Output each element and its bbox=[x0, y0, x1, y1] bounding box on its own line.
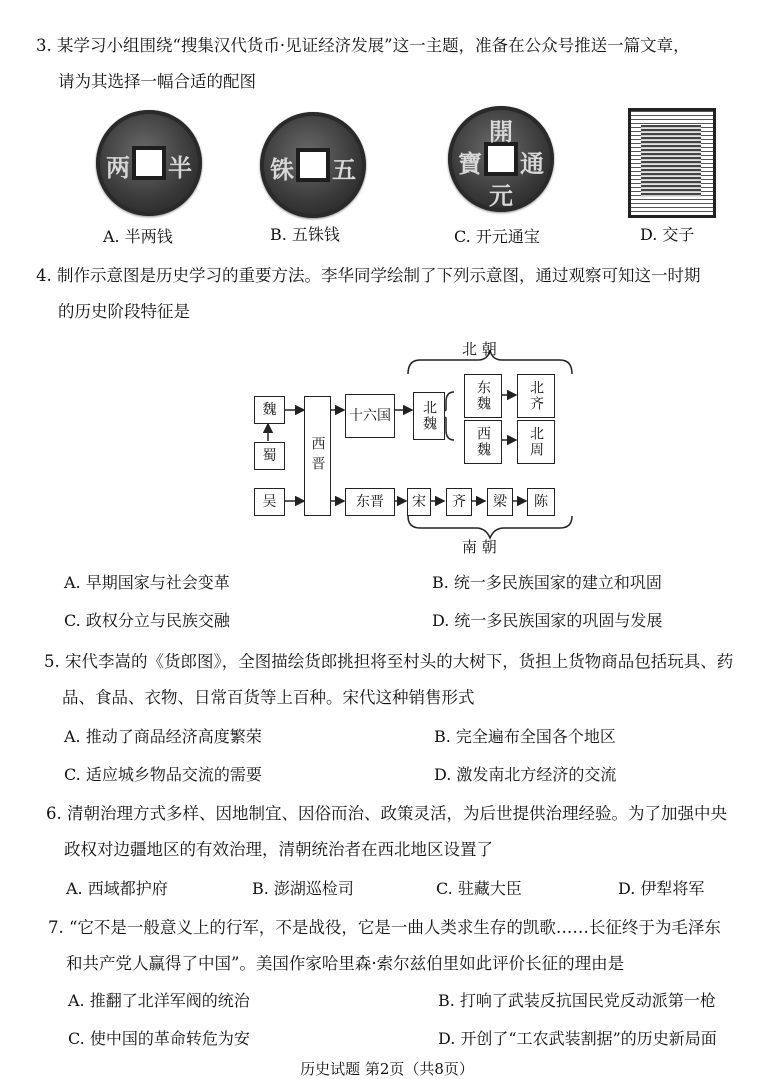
box-qi: 齐 bbox=[446, 488, 472, 516]
box-shiliuguo: 十六国 bbox=[345, 394, 395, 438]
north-dynasties-label: 北 朝 bbox=[462, 340, 497, 358]
south-dynasties-label: 南 朝 bbox=[462, 538, 497, 556]
coin-b-glyph-right: 五 bbox=[332, 155, 356, 184]
q3-option-a: A. 半两钱 bbox=[103, 227, 173, 246]
q7-option-d: D. 开创了“工农武装割据”的历史新局面 bbox=[438, 1029, 717, 1048]
q7-stem-line1: 7. “它不是一般意义上的行军，不是战役，它是一曲人类求生存的凯歌……长征终于为毛泽东 bbox=[48, 918, 721, 937]
box-dongwei: 东魏 bbox=[464, 374, 502, 418]
box-xiwei: 西魏 bbox=[464, 420, 502, 464]
coin-c-glyph-left: 寶 bbox=[458, 149, 482, 178]
q6-option-d: D. 伊犁将军 bbox=[618, 879, 705, 898]
box-shu: 蜀 bbox=[254, 442, 285, 470]
coin-c-glyph-right: 通 bbox=[520, 149, 544, 178]
q3-option-b: B. 五铢钱 bbox=[270, 225, 340, 244]
q5-stem-line2: 品、食品、衣物、日常百货等上百种。宋代这种销售形式 bbox=[62, 688, 475, 707]
q4-option-b: B. 统一多民族国家的建立和巩固 bbox=[432, 573, 662, 592]
coin-c-glyph-bottom: 元 bbox=[489, 181, 513, 210]
q3-option-d: D. 交子 bbox=[640, 225, 695, 244]
q7-option-b: B. 打响了武装反抗国民党反动派第一枪 bbox=[438, 991, 716, 1010]
q4-stem-line1: 4. 制作示意图是历史学习的重要方法。李华同学绘制了下列示意图，通过观察可知这一时期 bbox=[36, 266, 701, 285]
box-xijin: 西晋 bbox=[304, 396, 331, 516]
coin-a-glyph-right: 半 bbox=[168, 153, 192, 182]
box-chen: 陈 bbox=[527, 488, 555, 516]
q7-option-a: A. 推翻了北洋军阀的统治 bbox=[68, 991, 250, 1010]
coin-c-glyph-top: 開 bbox=[489, 117, 513, 146]
q5-stem-line1: 5. 宋代李嵩的《货郎图》，全图描绘货郎挑担将至村头的大树下，货担上货物商品包括玩具、药 bbox=[44, 652, 734, 671]
box-beiwei: 北魏 bbox=[413, 392, 445, 440]
q5-option-b: B. 完全遍布全国各个地区 bbox=[434, 727, 616, 746]
q4-option-c: C. 政权分立与民族交融 bbox=[64, 611, 230, 630]
q3-stem-line1: 3. 某学习小组围绕“搜集汉代货币·见证经济发展”这一主题，准备在公众号推送一篇文章， bbox=[36, 36, 690, 55]
q6-option-c: C. 驻藏大臣 bbox=[436, 879, 522, 898]
q3-stem-line2: 请为其选择一幅合适的配图 bbox=[58, 72, 256, 91]
q5-option-a: A. 推动了商品经济高度繁荣 bbox=[64, 727, 262, 746]
box-beiqi: 北齐 bbox=[517, 374, 555, 418]
q4-stem-line2: 的历史阶段特征是 bbox=[58, 302, 190, 321]
q6-stem-line2: 政权对边疆地区的有效治理，清朝统治者在西北地区设置了 bbox=[64, 840, 493, 859]
q6-stem-line1: 6. 清朝治理方式多样、因地制宜、因俗而治、政策灵活，为后世提供治理经验。为了加强中央 bbox=[46, 804, 727, 823]
q6-option-b: B. 澎湖巡检司 bbox=[252, 879, 354, 898]
box-wu: 吴 bbox=[254, 488, 285, 516]
box-wei: 魏 bbox=[254, 396, 285, 424]
coin-b-glyph-left: 铢 bbox=[270, 155, 294, 184]
q4-option-d: D. 统一多民族国家的巩固与发展 bbox=[432, 611, 663, 630]
page-footer: 历史试题 第2页（共8页） bbox=[300, 1060, 474, 1078]
coin-a-glyph-left: 两 bbox=[106, 153, 130, 182]
box-song: 宋 bbox=[407, 488, 431, 516]
box-beizhou: 北周 bbox=[517, 420, 555, 464]
box-dongjin: 东晋 bbox=[345, 488, 395, 516]
q5-option-c: C. 适应城乡物品交流的需要 bbox=[64, 765, 262, 784]
q3-option-c: C. 开元通宝 bbox=[454, 227, 540, 246]
q4-option-a: A. 早期国家与社会变革 bbox=[64, 573, 230, 592]
q6-option-a: A. 西域都护府 bbox=[66, 879, 168, 898]
q5-option-d: D. 激发南北方经济的交流 bbox=[434, 765, 617, 784]
q7-option-c: C. 使中国的革命转危为安 bbox=[68, 1029, 250, 1048]
q7-stem-line2: 和共产党人赢得了中国”。美国作家哈里森·索尔兹伯里如此评价长征的理由是 bbox=[66, 954, 625, 973]
box-liang: 梁 bbox=[487, 488, 513, 516]
